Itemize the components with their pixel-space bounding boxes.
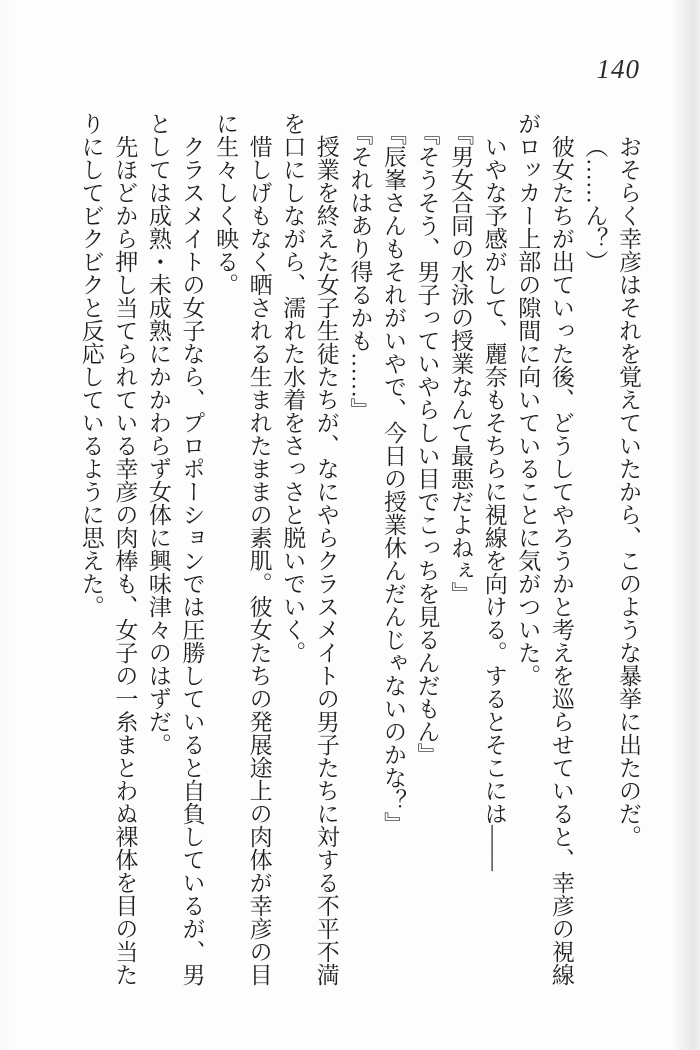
paragraph: おそらく幸彦はそれを覚えていたから、このような暴挙に出たのだ。: [616, 135, 641, 848]
paragraph: 彼女たちが出ていった後、どうしてやろうかと考えを巡らせていると、幸彦の視線がロッカー上部の隙間に向いていることに気がついた。: [515, 112, 574, 986]
novel-text-block: [74, 112, 645, 986]
paragraph: 『辰峯さんもそれがいやで、今日の授業休んだんじゃないのかな？』: [380, 122, 406, 836]
paragraph: 先ほどから押し当てられている幸彦の肉棒も、女子の一糸まとわぬ裸体を目の当たりにしてビクビクと反応しているように思えた。: [78, 112, 138, 986]
paragraph: 惜しげもなく晒される生まれたままの素肌。彼女たちの発展途上の肉体が幸彦の目に生々しく映る。: [213, 112, 272, 986]
page-number: 140: [596, 54, 640, 84]
paragraph: いやな予感がして、麗奈もそちらに視線を向ける。するとそこには――: [481, 135, 507, 871]
paragraph: クラスメイトの女子なら、プロポーションでは圧勝していると自負しているが、男としては成熟・未成熟にかかわらず女体に興味津々のはずだ。: [145, 112, 205, 986]
paragraph: 授業を終えた女子生徒たちが、なにやらクラスメイトの男子たちに対する不平不満を口にしながら、濡れた水着をさっさと脱いでいく。: [280, 112, 339, 986]
paragraph: 『それはあり得るかも……』: [347, 122, 373, 422]
paragraph: 『男女合同の水泳の授業なんて最悪だよねぇ』: [448, 122, 474, 606]
paragraph: 『そうそう、男子っていやらしい目でこっちを見るんだもん』: [414, 122, 440, 767]
paragraph: （……ん？）: [582, 135, 608, 273]
